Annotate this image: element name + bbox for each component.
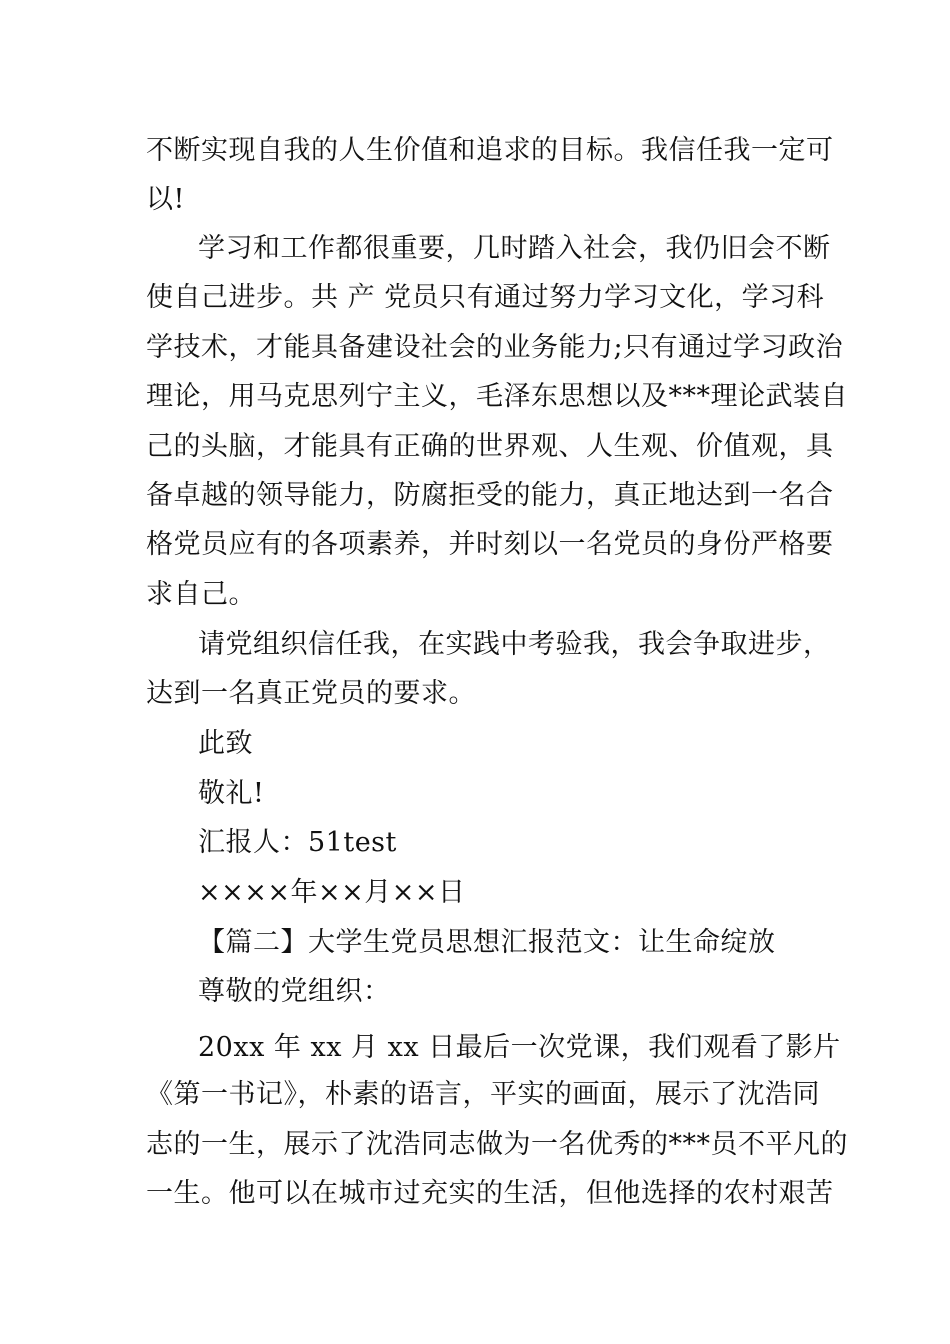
text-line: 一生。他可以在城市过充实的生活，但他选择的农村艰苦 — [146, 1178, 834, 1209]
section-heading: 【篇二】大学生党员思想汇报范文：让生命绽放 — [198, 927, 776, 958]
text-line: 求自己。 — [146, 579, 256, 610]
date-line: ××××年××月××日 — [198, 877, 466, 908]
text-line: 不断实现自我的人生价值和追求的目标。我信任我一定可 — [146, 135, 834, 166]
paragraph-start: 请党组织信任我，在实践中考验我，我会争取进步， — [198, 629, 831, 660]
salutation-closing: 此致 — [198, 728, 253, 759]
text-line: 格党员应有的各项素养，并时刻以一名党员的身份严格要 — [146, 529, 834, 560]
addressee-line: 尊敬的党组织： — [198, 976, 391, 1007]
text-line: 理论，用马克思列宁主义，毛泽东思想以及***理论武装自 — [146, 381, 848, 412]
text-line: 己的头脑，才能具有正确的世界观、人生观、价值观，具 — [146, 431, 834, 462]
text-line: 《第一书记》，朴素的语言，平实的画面，展示了沈浩同 — [146, 1079, 820, 1110]
text-line: 以! — [146, 184, 185, 215]
paragraph-start: 20xx 年 xx 月 xx 日最后一次党课，我们观看了影片 — [198, 1032, 841, 1063]
text-line: 使自己进步。共 产 党员只有通过努力学习文化，学习科 — [146, 282, 825, 313]
salutation-respect: 敬礼! — [198, 778, 265, 809]
text-line: 备卓越的领导能力，防腐拒受的能力，真正地达到一名合 — [146, 480, 834, 511]
text-line: 达到一名真正党员的要求。 — [146, 678, 476, 709]
paragraph-start: 学习和工作都很重要，几时踏入社会，我仍旧会不断 — [198, 233, 831, 264]
text-line: 志的一生，展示了沈浩同志做为一名优秀的***员不平凡的 — [146, 1129, 848, 1160]
reporter-line: 汇报人：51test — [198, 827, 397, 858]
text-line: 学技术，才能具备建设社会的业务能力;只有通过学习政治 — [146, 332, 844, 363]
